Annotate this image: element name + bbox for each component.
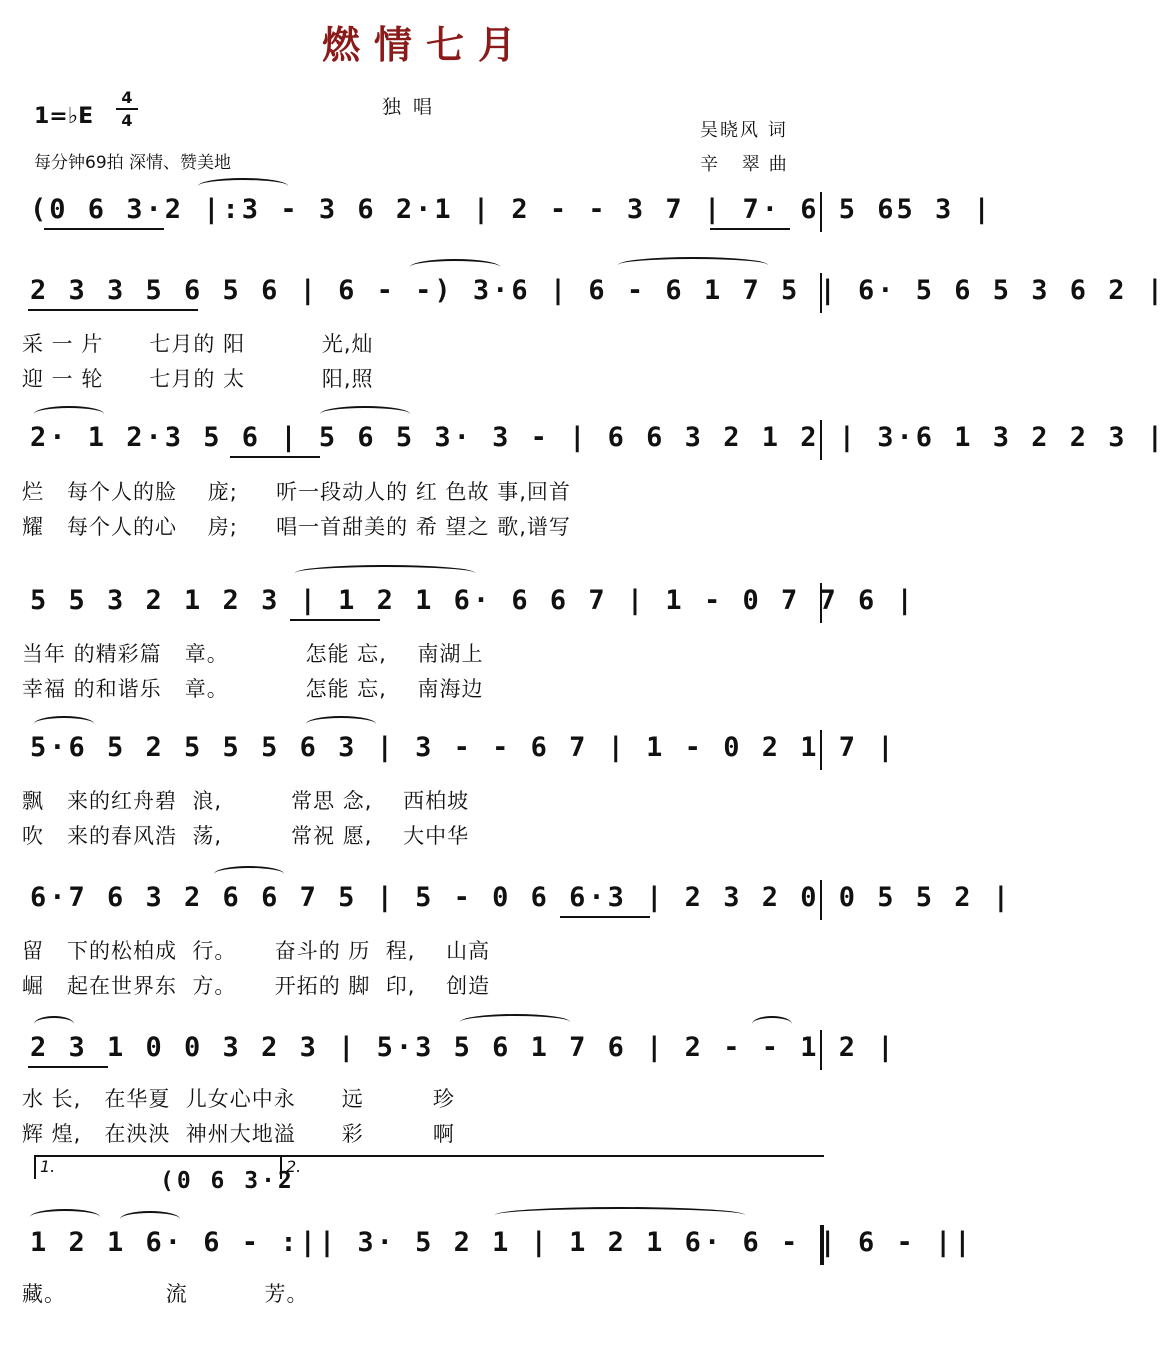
beam [560, 916, 650, 918]
lyric-verse-2: 辉 煌, 在泱泱 神州大地溢 彩 啊 [22, 1122, 455, 1146]
notation: 5 5 3 2 1 2 3 | 1 2 1 6· 6 6 7 | 1 - 0 7 7 6 | [30, 585, 916, 616]
notation: 2 3 1 0 0 3 2 3 | 5·3 5 6 1 7 6 | 2 - - 1 2 | [30, 1032, 897, 1063]
time-divider [116, 108, 138, 110]
notation: 1 2 1 6· 6 - :|| 3· 5 2 1 | 1 2 1 6· 6 - | 6 - || [30, 1227, 974, 1258]
lyric-verse-2: 崛 起在世界东 方。 开拓的 脚 印, 创造 [22, 974, 491, 998]
slur [198, 178, 288, 194]
slur [460, 1014, 570, 1030]
notation: 2· 1 2·3 5 6 | 5 6 5 3· 3 - | 6 6 3 2 1 2 | 3·6 1 3 2 2 3 | [30, 422, 1166, 453]
lyric-verse-1: 水 长, 在华夏 儿女心中永 远 珍 [22, 1087, 455, 1111]
staff-row-8 [20, 1225, 974, 1265]
slur [120, 1211, 180, 1227]
barline [820, 583, 822, 623]
composer-credit: 辛 翠曲 [700, 154, 796, 175]
slur [295, 565, 475, 581]
first-ending-bracket: 1. [34, 1155, 280, 1179]
lyric-verse-2: 迎 一 轮 七月的 太 阳,照 [22, 367, 374, 391]
slur [495, 1207, 745, 1223]
slur [320, 406, 410, 422]
slur [618, 257, 768, 273]
slur [34, 716, 94, 732]
lyric-verse-1: 留 下的松柏成 行。 奋斗的 历 程, 山高 [22, 939, 491, 963]
barline [820, 420, 822, 460]
beam [230, 456, 320, 458]
barline [820, 273, 822, 313]
staff-row-1 [20, 192, 993, 232]
staff-row-4 [20, 583, 916, 623]
notation: 5·6 5 2 5 5 5 6 3 | 3 - - 6 7 | 1 - 0 2 1 7 | [30, 732, 897, 763]
slur [34, 406, 104, 422]
beam [710, 228, 790, 230]
final-barline [820, 1225, 824, 1265]
time-top: 4 [121, 88, 133, 107]
beam [44, 228, 164, 230]
time-bottom: 4 [121, 111, 133, 130]
lyric-verse-2: 吹 来的春风浩 荡, 常祝 愿, 大中华 [22, 824, 470, 848]
barline [820, 730, 822, 770]
staff-row-7 [20, 1030, 897, 1070]
beam [28, 1066, 108, 1068]
key-signature: 1=♭E [34, 104, 94, 129]
performance-mode: 独唱 [382, 96, 445, 118]
slur [34, 1016, 74, 1032]
barline [820, 192, 822, 232]
tempo-marking: 每分钟69拍 深情、赞美地 [34, 153, 232, 173]
staff-row-6 [20, 880, 1013, 920]
slur [410, 259, 500, 275]
lyric-verse-1: 当年 的精彩篇 章。 怎能 忘, 南湖上 [22, 642, 484, 666]
slur [214, 866, 284, 882]
beam [28, 309, 198, 311]
lyric-verse-1: 烂 每个人的脸 庞; 听一段动人的 红 色故 事,回首 [22, 480, 571, 504]
staff-row-5 [20, 730, 897, 770]
slur [306, 716, 376, 732]
barline [820, 880, 822, 920]
lyric-verse-1: 藏。 流 芳。 [22, 1282, 309, 1306]
lyric-verse-1: 采 一 片 七月的 阳 光,灿 [22, 332, 374, 356]
slur [752, 1016, 792, 1032]
song-title: 燃情七月 [321, 22, 530, 67]
slur [30, 1209, 100, 1225]
lyric-verse-2: 耀 每个人的心 房; 唱一首甜美的 希 望之 歌,谱写 [22, 515, 571, 539]
barline [820, 1030, 822, 1070]
lyric-verse-2: 幸福 的和谐乐 章。 怎能 忘, 南海边 [22, 677, 484, 701]
staff-row-2 [20, 273, 1166, 313]
lyric-verse-1: 飘 来的红舟碧 浪, 常思 念, 西柏坡 [22, 789, 470, 813]
second-ending-bracket: 2. [280, 1155, 824, 1179]
notation: 2 3 3 5 6 5 6 | 6 - -) 3·6 | 6 - 6 1 7 5 | 6· 5 6 5 3 6 2 | [30, 275, 1166, 306]
staff-row-3 [20, 420, 1166, 460]
notation: 6·7 6 3 2 6 6 7 5 | 5 - 0 6 6·3 | 2 3 2 0 0 5 5 2 | [30, 882, 1013, 913]
beam [290, 619, 380, 621]
notation: (0 6 3·2 |:3 - 3 6 2·1 | 2 - - 3 7 | 7· 6 5 65 3 | [30, 194, 993, 225]
pickup-notation: (0 6 3·2 [160, 1168, 295, 1194]
lyricist-credit: 吴晓风 词 [700, 120, 788, 141]
time-signature [116, 88, 138, 130]
